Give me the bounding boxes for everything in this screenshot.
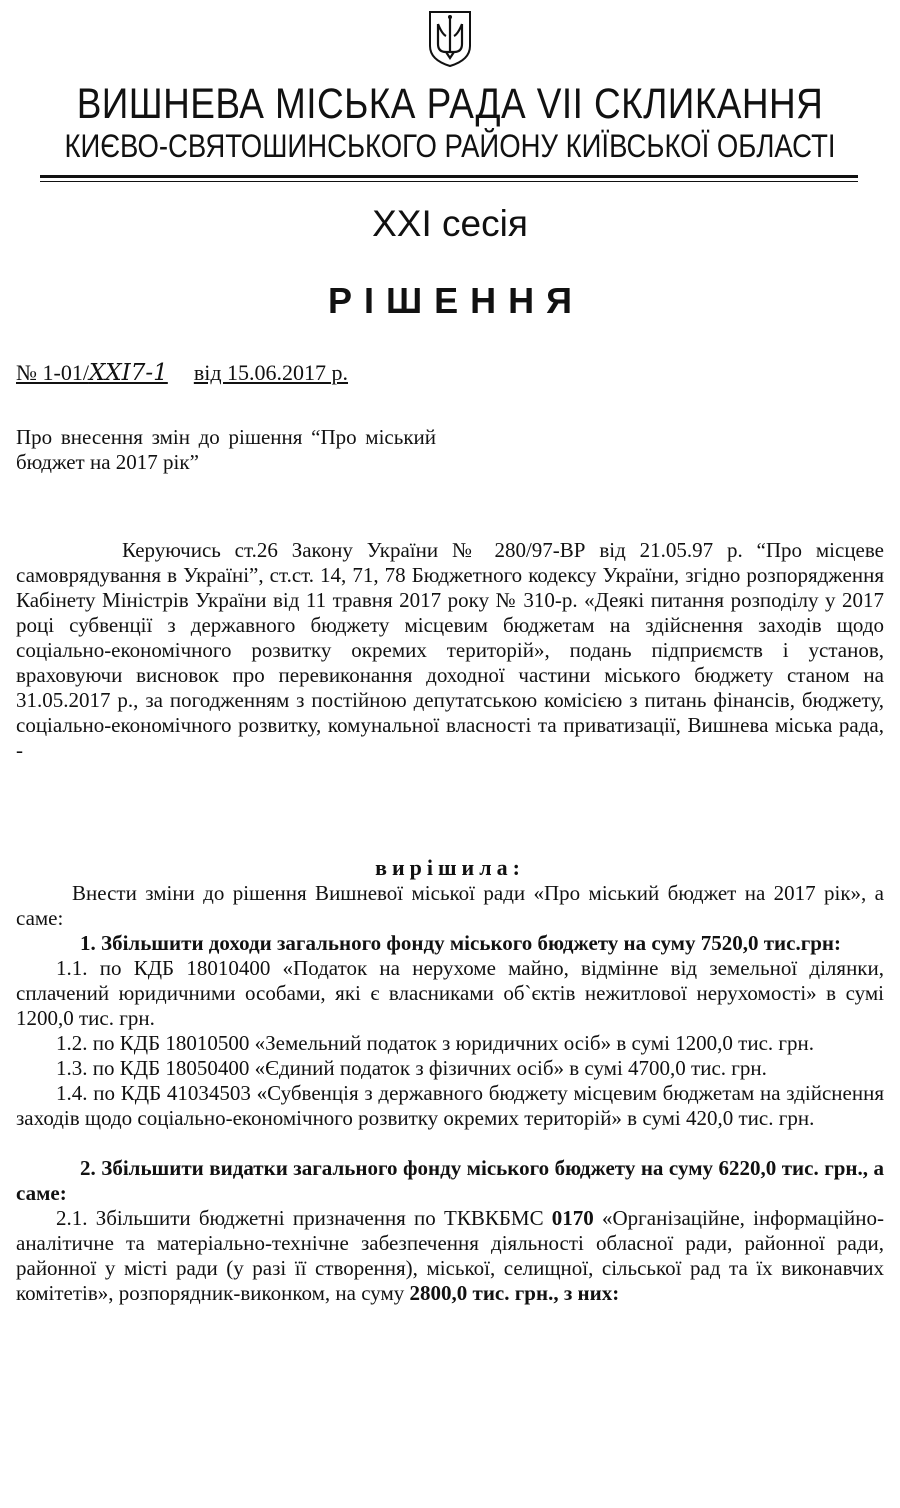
- council-name: ВИШНЕВА МІСЬКА РАДА VII СКЛИКАННЯ: [76, 80, 824, 128]
- section-1-item: 1.4. по КДБ 41034503 «Субвенція з державного бюджету місцевим бюджетам на здійснення заходів щодо соціально-економічного розвитку окремих територій» в сумі 420,0 тис. грн.: [16, 1081, 884, 1130]
- header-rule: [40, 175, 858, 178]
- document-title: РІШЕННЯ: [327, 280, 585, 321]
- section-spacer: [16, 1131, 884, 1156]
- decision-number-handwritten: XXI7-1: [88, 360, 168, 386]
- item-text: 2.1. Збільшити бюджетні призначення по ТКВКБМС: [56, 1206, 552, 1230]
- section-2-heading: 2. Збільшити видатки загального фонду міського бюджету на суму 6220,0 тис. грн., а саме:: [16, 1156, 884, 1205]
- section-1-item: 1.1. по КДБ 18010400 «Податок на нерухоме майно, відмінне від земельної ділянки, сплачений юридичними особами, які є власниками об`єктів нежитлової нерухомості» в сумі 1200,0 тис. грн.: [16, 956, 884, 1030]
- section-1-heading: 1. Збільшити доходи загального фонду міського бюджету на суму 7520,0 тис.грн:: [80, 931, 842, 955]
- section-2-item: [16, 1206, 884, 1306]
- decision-number: № 1-01/: [16, 360, 89, 385]
- coat-of-arms-trident-icon: [424, 8, 476, 68]
- decision-content: [16, 881, 884, 1306]
- section-1-item: 1.3. по КДБ 18050400 «Єдиний податок з фізичних осіб» в сумі 4700,0 тис. грн.: [56, 1056, 767, 1080]
- budget-code: 0170: [551, 1206, 594, 1230]
- decision-number-line: [16, 360, 348, 386]
- item-text: «Організаційне, інформаційно-аналітичне та матеріально-технічне забезпечення діяльності обласної ради, районної ради, районної у місті ради (у разі її створення), міської, селищної, сільської рад та їх виконавчих комітетів», розпорядник-виконком, на суму: [16, 1206, 884, 1305]
- decision-date: від 15.06.2017 р.: [193, 360, 349, 385]
- item-amount: 2800,0 тис. грн., з них:: [409, 1281, 620, 1305]
- resolved-heading: вирішила:: [375, 855, 525, 880]
- session-label: XXI сесія: [372, 203, 528, 244]
- council-district: КИЄВО-СВЯТОШИНСЬКОГО РАЙОНУ КИЇВСЬКОЇ ОБЛАСТІ: [64, 128, 836, 164]
- section-1-item: 1.2. по КДБ 18010500 «Земельний податок з юридичних осіб» в сумі 1200,0 тис. грн.: [56, 1031, 814, 1055]
- decision-subject: Про внесення змін до рішення “Про міський бюджет на 2017 рік”: [16, 425, 436, 474]
- intro-paragraph: Внести зміни до рішення Вишневої міської ради «Про міський бюджет на 2017 рік», а саме:: [16, 881, 884, 930]
- header-rule-thin: [40, 181, 858, 182]
- preamble-paragraph: Керуючись ст.26 Закону України № 280/97-ВР від 21.05.97 р. “Про місцеве самоврядування в Україні”, ст.ст. 14, 71, 78 Бюджетного кодексу України, згідно розпорядження Кабінету Міністрів України від 11 травня 2017 року № 310-р. «Деякі питання розподілу у 2017 році субвенції з державного бюджету місцевим бюджетам на здійснення заходів щодо соціально-економічного розвитку окремих територій», подань підприємств і установ, враховуючи висновок про перевиконання доходної частини міського бюджету станом на 31.05.2017 р., за погодженням з постійною депутатською комісією з питань фінансів, бюджету, соціально-економічного розвитку, комунальної власності та приватизації, Вишнева міська рада, -: [16, 538, 884, 762]
